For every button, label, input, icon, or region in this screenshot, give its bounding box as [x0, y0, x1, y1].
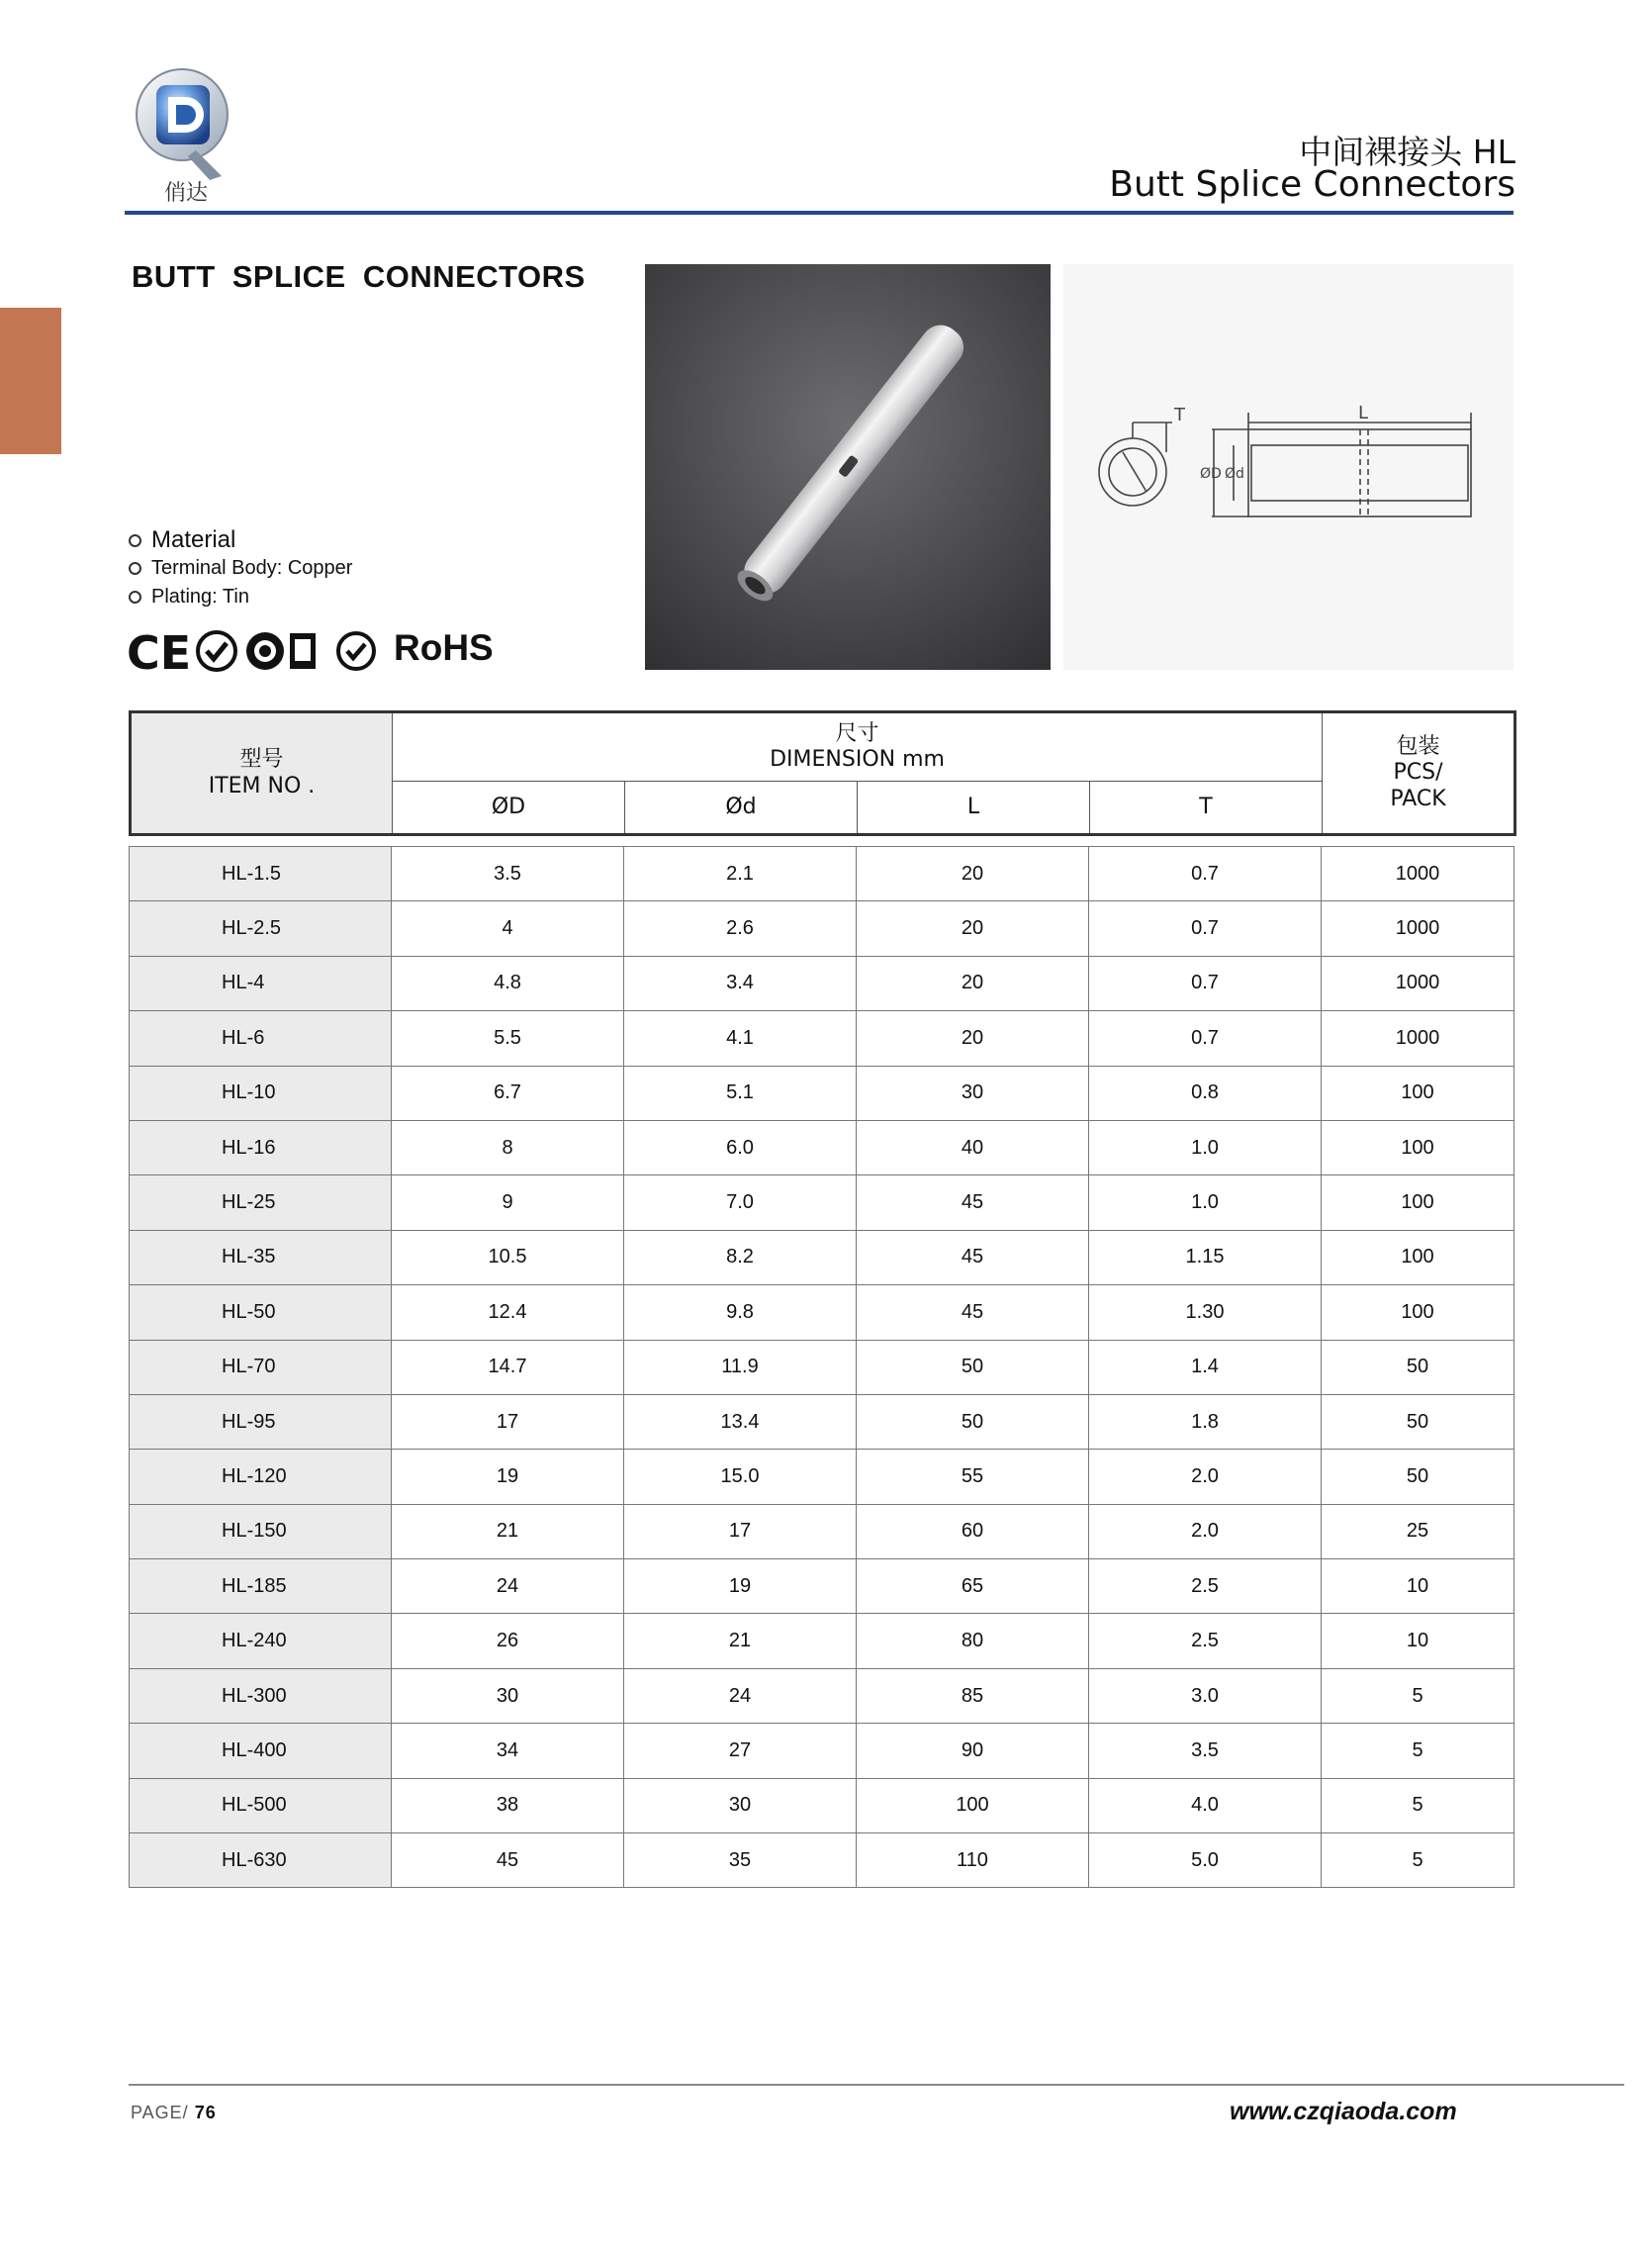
cell-item: HL-25 [130, 1175, 392, 1230]
cell-od: 45 [392, 1833, 624, 1888]
dimension-header-cn: 尺寸 [835, 720, 879, 746]
cell-t: 5.0 [1089, 1833, 1322, 1888]
pack-header-en: PCS/ [1393, 760, 1443, 786]
cell-id: 35 [624, 1833, 857, 1888]
cell-l: 20 [857, 956, 1089, 1010]
cell-item: HL-400 [130, 1724, 392, 1778]
ul-mark-icon [290, 633, 316, 669]
cell-od: 21 [392, 1504, 624, 1558]
cell-od: 8 [392, 1120, 624, 1174]
cell-od: 26 [392, 1614, 624, 1668]
cell-t: 4.0 [1089, 1778, 1322, 1832]
cell-l: 20 [857, 847, 1089, 901]
cell-t: 1.0 [1089, 1120, 1322, 1174]
cell-od: 10.5 [392, 1230, 624, 1284]
cell-id: 2.6 [624, 901, 857, 956]
cell-od: 4 [392, 901, 624, 956]
bullet-icon [129, 534, 141, 547]
cell-pack: 100 [1322, 1230, 1514, 1284]
cell-t: 2.0 [1089, 1504, 1322, 1558]
cell-id: 13.4 [624, 1394, 857, 1449]
cell-id: 2.1 [624, 847, 857, 901]
cell-pack: 1000 [1322, 901, 1514, 956]
bullet-icon [129, 562, 141, 575]
col-header-l: L [858, 782, 1090, 835]
cell-t: 1.0 [1089, 1175, 1322, 1230]
cell-id: 9.8 [624, 1285, 857, 1340]
drawing-label-t: T [1174, 405, 1185, 425]
side-tab-marker [0, 308, 61, 454]
cell-id: 15.0 [624, 1450, 857, 1504]
table-row [130, 1394, 1514, 1449]
cell-item: HL-1.5 [130, 847, 392, 901]
cell-l: 30 [857, 1066, 1089, 1120]
cell-item: HL-6 [130, 1011, 392, 1066]
cell-id: 4.1 [624, 1011, 857, 1066]
table-row [130, 847, 1514, 901]
cell-pack: 1000 [1322, 1011, 1514, 1066]
cell-l: 85 [857, 1668, 1089, 1723]
page-title-cn: 中间裸接头 HL [1299, 133, 1515, 171]
cell-od: 34 [392, 1724, 624, 1778]
cell-od: 6.7 [392, 1066, 624, 1120]
cell-item: HL-4 [130, 956, 392, 1010]
cell-t: 0.7 [1089, 901, 1322, 956]
cell-id: 6.0 [624, 1120, 857, 1174]
material-heading-text: Material [151, 526, 236, 553]
page-label: PAGE/ [131, 2103, 189, 2122]
cell-pack: 10 [1322, 1614, 1514, 1668]
cell-id: 5.1 [624, 1066, 857, 1120]
cell-pack: 5 [1322, 1778, 1514, 1832]
table-row [130, 1011, 1514, 1066]
cell-item: HL-150 [130, 1504, 392, 1558]
cell-od: 14.7 [392, 1340, 624, 1394]
cell-pack: 100 [1322, 1120, 1514, 1174]
material-item-text: Plating: Tin [151, 586, 249, 608]
cell-l: 100 [857, 1778, 1089, 1832]
cell-pack: 100 [1322, 1175, 1514, 1230]
pack-header-en: PACK [1390, 786, 1446, 811]
product-photo [645, 264, 1051, 670]
cell-l: 60 [857, 1504, 1089, 1558]
material-heading [129, 526, 235, 554]
technical-drawing [1063, 264, 1514, 670]
sgs-mark-icon [338, 633, 374, 669]
cell-id: 17 [624, 1504, 857, 1558]
company-logo [127, 59, 245, 208]
cell-id: 8.2 [624, 1230, 857, 1284]
material-item [129, 586, 249, 609]
cell-l: 45 [857, 1175, 1089, 1230]
pack-header [1323, 712, 1515, 835]
table-row [130, 1066, 1514, 1120]
cell-id: 27 [624, 1724, 857, 1778]
cell-pack: 100 [1322, 1285, 1514, 1340]
cell-l: 45 [857, 1285, 1089, 1340]
cell-t: 2.0 [1089, 1450, 1322, 1504]
table-row [130, 1833, 1514, 1888]
table-row [130, 1230, 1514, 1284]
cell-pack: 1000 [1322, 956, 1514, 1010]
cell-item: HL-35 [130, 1230, 392, 1284]
table-row [130, 1504, 1514, 1558]
cell-pack: 50 [1322, 1450, 1514, 1504]
dimension-header-en: DIMENSION mm [770, 747, 945, 772]
cell-pack: 25 [1322, 1504, 1514, 1558]
cell-item: HL-50 [130, 1285, 392, 1340]
cell-od: 9 [392, 1175, 624, 1230]
section-title: BUTT SPLICE CONNECTORS [132, 259, 586, 294]
cell-l: 20 [857, 901, 1089, 956]
col-header-id: Ød [625, 782, 858, 835]
cell-od: 5.5 [392, 1011, 624, 1066]
drawing-label-id: Ød [1225, 466, 1244, 482]
dimension-header [393, 712, 1323, 782]
spec-table-header [129, 710, 1516, 836]
material-item [129, 557, 352, 580]
cell-t: 1.15 [1089, 1230, 1322, 1284]
cell-t: 1.8 [1089, 1394, 1322, 1449]
cell-l: 45 [857, 1230, 1089, 1284]
cell-id: 24 [624, 1668, 857, 1723]
website-url: www.czqiaoda.com [1230, 2098, 1457, 2125]
cell-id: 19 [624, 1559, 857, 1614]
cell-od: 19 [392, 1450, 624, 1504]
table-row [130, 1340, 1514, 1394]
cell-l: 65 [857, 1559, 1089, 1614]
cell-id: 30 [624, 1778, 857, 1832]
cell-pack: 5 [1322, 1833, 1514, 1888]
cell-pack: 50 [1322, 1340, 1514, 1394]
cell-item: HL-630 [130, 1833, 392, 1888]
cell-l: 55 [857, 1450, 1089, 1504]
ce-mark-text: CE [127, 626, 192, 679]
table-row [130, 1668, 1514, 1723]
logo-text: 俏达 [163, 181, 209, 206]
item-no-header-cn: 型号 [239, 747, 284, 773]
drawing-label-l: L [1358, 403, 1369, 423]
cell-pack: 50 [1322, 1394, 1514, 1449]
cell-pack: 100 [1322, 1066, 1514, 1120]
cell-l: 110 [857, 1833, 1089, 1888]
cell-l: 20 [857, 1011, 1089, 1066]
header-divider [125, 211, 1514, 215]
cell-id: 3.4 [624, 956, 857, 1010]
cell-item: HL-500 [130, 1778, 392, 1832]
page-number [131, 2103, 217, 2123]
table-row [130, 1559, 1514, 1614]
drawing-label-od: ØD [1200, 466, 1222, 482]
table-row [130, 1120, 1514, 1174]
cqc-mark-icon [198, 632, 235, 670]
table-row [130, 956, 1514, 1010]
cell-item: HL-300 [130, 1668, 392, 1723]
table-row [130, 901, 1514, 956]
cell-l: 90 [857, 1724, 1089, 1778]
pack-header-cn: 包装 [1396, 733, 1440, 759]
cell-t: 0.8 [1089, 1066, 1322, 1120]
table-row [130, 1285, 1514, 1340]
cell-od: 4.8 [392, 956, 624, 1010]
rohs-mark: RoHS [394, 627, 494, 668]
cell-pack: 5 [1322, 1724, 1514, 1778]
cell-item: HL-70 [130, 1340, 392, 1394]
cell-item: HL-16 [130, 1120, 392, 1174]
table-row [130, 1778, 1514, 1832]
table-row [130, 1450, 1514, 1504]
cell-item: HL-120 [130, 1450, 392, 1504]
cell-t: 0.7 [1089, 1011, 1322, 1066]
cell-l: 50 [857, 1340, 1089, 1394]
cell-pack: 1000 [1322, 847, 1514, 901]
ce-mark-icon [127, 626, 191, 679]
spec-table [129, 846, 1514, 1888]
cell-t: 0.7 [1089, 956, 1322, 1010]
cell-t: 0.7 [1089, 847, 1322, 901]
cell-id: 21 [624, 1614, 857, 1668]
cell-id: 7.0 [624, 1175, 857, 1230]
cell-t: 1.30 [1089, 1285, 1322, 1340]
cell-od: 24 [392, 1559, 624, 1614]
table-row [130, 1724, 1514, 1778]
cell-pack: 5 [1322, 1668, 1514, 1723]
cell-t: 2.5 [1089, 1559, 1322, 1614]
page-title-en: Butt Splice Connectors [1109, 164, 1515, 205]
cell-od: 30 [392, 1668, 624, 1723]
cell-l: 50 [857, 1394, 1089, 1449]
cell-t: 3.5 [1089, 1724, 1322, 1778]
cell-item: HL-185 [130, 1559, 392, 1614]
cell-od: 12.4 [392, 1285, 624, 1340]
cell-t: 2.5 [1089, 1614, 1322, 1668]
table-row [130, 1175, 1514, 1230]
footer-divider [129, 2084, 1624, 2086]
cell-id: 11.9 [624, 1340, 857, 1394]
table-row [130, 1614, 1514, 1668]
cell-od: 38 [392, 1778, 624, 1832]
ccc-mark-icon [246, 632, 284, 670]
cell-pack: 10 [1322, 1559, 1514, 1614]
cell-item: HL-240 [130, 1614, 392, 1668]
item-no-header [131, 712, 393, 835]
col-header-t: T [1090, 782, 1323, 835]
page-number-value: 76 [194, 2103, 217, 2122]
cell-l: 80 [857, 1614, 1089, 1668]
col-header-od: ØD [393, 782, 625, 835]
cell-od: 3.5 [392, 847, 624, 901]
cell-item: HL-95 [130, 1394, 392, 1449]
cell-t: 1.4 [1089, 1340, 1322, 1394]
cell-item: HL-2.5 [130, 901, 392, 956]
cell-l: 40 [857, 1120, 1089, 1174]
item-no-header-en: ITEM NO . [208, 773, 316, 798]
bullet-icon [129, 591, 141, 604]
cell-item: HL-10 [130, 1066, 392, 1120]
cell-t: 3.0 [1089, 1668, 1322, 1723]
cell-od: 17 [392, 1394, 624, 1449]
material-item-text: Terminal Body: Copper [151, 557, 353, 579]
